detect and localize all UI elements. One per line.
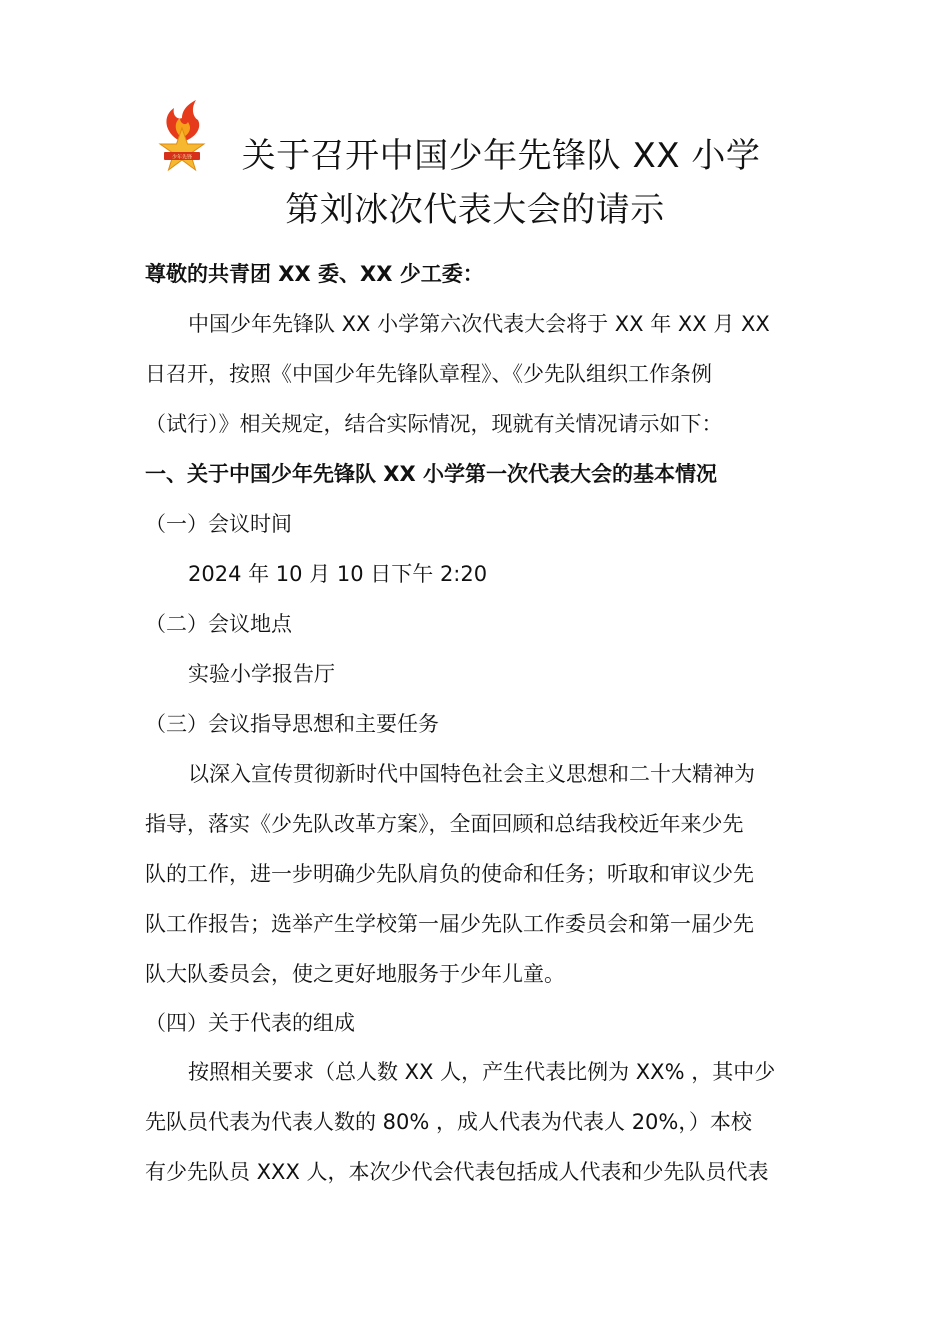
- emblem-ribbon-text: 少年先锋: [171, 154, 193, 161]
- meeting-location: 实验小学报告厅: [188, 662, 335, 686]
- intro-line-1: 中国少年先锋队 XX 小学第六次代表大会将于 XX 年 XX 月 XX: [188, 312, 770, 336]
- section-1-heading: 一、关于中国少年先锋队 XX 小学第一次代表大会的基本情况: [145, 462, 718, 486]
- subsection-3-line-2: 指导，落实《少先队改革方案》，全面回顾和总结我校近年来少先: [145, 812, 744, 836]
- subsection-3-line-5: 队大队委员会，使之更好地服务于少年儿童。: [145, 962, 565, 986]
- subsection-1-heading: （一）会议时间: [145, 512, 292, 536]
- subsection-3-line-1: 以深入宣传贯彻新时代中国特色社会主义思想和二十大精神为: [188, 762, 755, 786]
- document-title-line-1: 关于召开中国少年先锋队 XX 小学: [241, 136, 761, 176]
- subsection-4-line-1: 按照相关要求（总人数 XX 人，产生代表比例为 XX% ，其中少: [188, 1060, 776, 1084]
- salutation: 尊敬的共青团 XX 委、XX 少工委：: [145, 262, 484, 286]
- subsection-3-heading: （三）会议指导思想和主要任务: [145, 712, 439, 736]
- subsection-2-heading: （二）会议地点: [145, 612, 292, 636]
- subsection-3-line-4: 队工作报告；选举产生学校第一届少先队工作委员会和第一届少先: [145, 912, 754, 936]
- intro-line-3: （试行）》相关规定，结合实际情况，现就有关情况请示如下：: [145, 412, 723, 436]
- intro-line-2: 日召开，按照《中国少年先锋队章程》、《少先队组织工作条例: [145, 362, 712, 386]
- subsection-4-line-3: 有少先队员 XXX 人，本次少代会代表包括成人代表和少先队员代表: [145, 1160, 769, 1184]
- subsection-3-line-3: 队的工作，进一步明确少先队肩负的使命和任务；听取和审议少先: [145, 862, 754, 886]
- subsection-4-line-2: 先队员代表为代表人数的 80% ，成人代表为代表人 20%，）本校: [145, 1110, 752, 1134]
- document-title-line-2: 第刘冰次代表大会的请示: [285, 190, 665, 230]
- meeting-time: 2024 年 10 月 10 日下午 2:20: [188, 562, 488, 586]
- subsection-4-heading: （四）关于代表的组成: [145, 1011, 355, 1035]
